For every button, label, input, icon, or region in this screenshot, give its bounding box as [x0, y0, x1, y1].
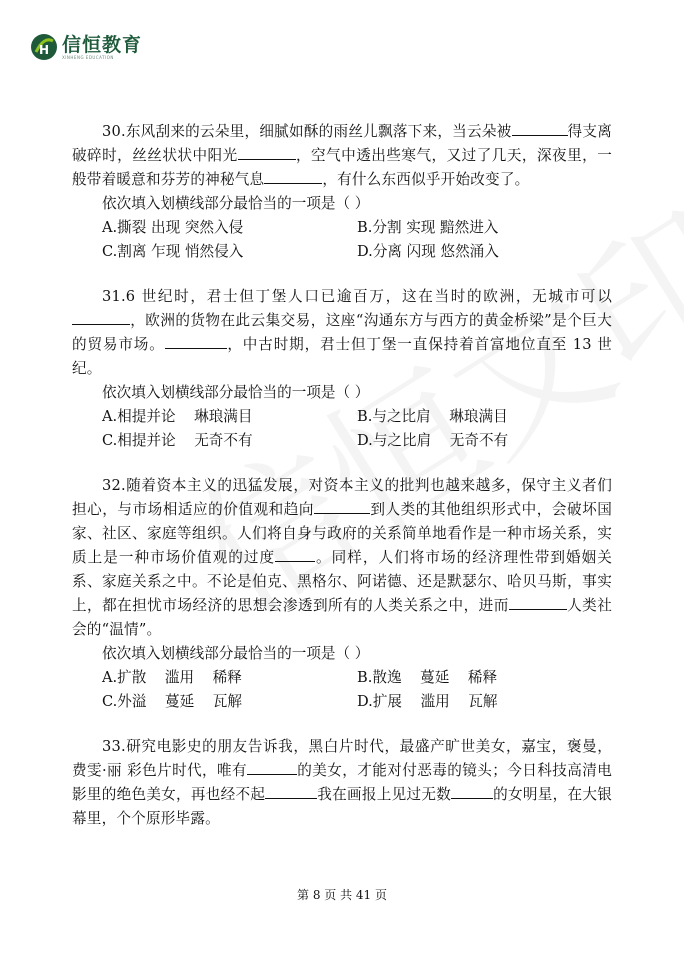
- stem-text: 30.东风刮来的云朵里，细腻如酥的雨丝儿飘落下来，当云朵被: [102, 123, 512, 140]
- stem-text: 得支离破碎时，丝丝状状中阳光: [72, 123, 612, 164]
- page-number-footer: 第 8 页 共 41 页: [297, 888, 387, 902]
- stem-text: 人类社会的“温情”。: [72, 597, 612, 638]
- stem-text: 32.随着资本主义的迅猛发展，对资本主义的批判也越来越多，保守主义者们担心，与市场相适应的价值观和趋向: [72, 477, 612, 518]
- question-list: [72, 120, 612, 852]
- fill-blank: [238, 145, 296, 160]
- stem-text: 31.6 世纪时，君士但丁堡人口已逾百万，这在当时的欧洲，无城市可以: [102, 288, 612, 305]
- option-row: [102, 240, 612, 264]
- answer-option-a: A.扩散 滥用 稀释: [102, 669, 242, 686]
- stem-text: 33.研究电影史的朋友告诉我，黑白片时代，最盛产旷世美女，嘉宝，褒曼，费雯·丽 彩色片时代，唯有: [72, 738, 612, 779]
- answer-option-a: A.相提并论 琳琅满目: [102, 408, 253, 425]
- fill-blank: [265, 784, 317, 799]
- question-stem: [72, 735, 612, 831]
- answer-option-c: C.相提并论 无奇不有: [102, 432, 253, 449]
- answer-option-b: B.分割 实现 黯然进入: [357, 219, 499, 236]
- answer-options: [72, 666, 612, 714]
- stem-text: ，中古时期，君士但丁堡一直保持着首富地位直至 13 世纪。: [72, 336, 613, 377]
- logo-mark-letter: H: [38, 43, 50, 57]
- answer-option-d: D.分离 闪现 悠然涌入: [357, 243, 499, 260]
- answer-option-d: D.与之比肩 无奇不有: [357, 432, 509, 449]
- question-q32: [72, 474, 612, 714]
- logo-name: 信恒教育: [62, 33, 143, 56]
- answer-option-c: C.外溢 蔓延 瓦解: [102, 693, 242, 710]
- answer-option-d: D.扩展 滥用 瓦解: [357, 693, 498, 710]
- option-row: [102, 666, 612, 690]
- fill-blank: [509, 595, 567, 610]
- stem-text: ，空气中透出些寒气，又过了几天，深夜里，一般带着暖意和芬芳的神秘气息: [72, 147, 612, 188]
- question-q33: [72, 735, 612, 831]
- option-row: [102, 216, 612, 240]
- question-q30: [72, 120, 612, 264]
- option-row: [102, 690, 612, 714]
- question-q31: [72, 285, 612, 453]
- question-prompt: 依次填入划横线部分最恰当的一项是（ ）: [102, 384, 370, 401]
- stem-text: 到人类的其他组织形式中，会破坏国家、社区、家庭等组织。人们将自身与政府的关系简单地看作是一种市场关系，实质上是一种市场价值观的过度: [72, 501, 612, 566]
- answer-options: [72, 405, 612, 453]
- stem-text: 的美女，才能对付恶毒的镜头；今日科技高清电影里的绝色美女，再也经不起: [72, 762, 612, 803]
- answer-options: [72, 216, 612, 264]
- fill-blank: [451, 784, 493, 799]
- option-row: [102, 429, 612, 453]
- fill-blank: [165, 334, 227, 349]
- question-prompt: 依次填入划横线部分最恰当的一项是（ ）: [102, 645, 370, 662]
- question-stem: [72, 285, 612, 381]
- question-stem: [72, 474, 612, 642]
- stem-text: ，欧洲的货物在此云集交易，这座“沟通东方与西方的黄金桥梁”是个巨大的贸易市场。: [72, 312, 612, 353]
- fill-blank: [72, 310, 130, 325]
- answer-option-a: A.撕裂 出现 突然入侵: [102, 219, 244, 236]
- stem-text: 。同样，人们将市场的经济理性带到婚姻关系、家庭关系之中。不论是伯克、黑格尔、阿诺德、还是默瑟尔、哈贝马斯，事实上，都在担忧市场经济的思想会渗透到所有的人类关系之中，进而: [72, 549, 612, 614]
- stem-text: 的女明星，在大银幕里，个个原形毕露。: [72, 786, 612, 827]
- fill-blank: [512, 121, 568, 136]
- fill-blank: [247, 760, 297, 775]
- stem-text: 我在画报上见过无数: [317, 786, 452, 803]
- stem-text: ，有什么东西似乎开始改变了。: [322, 171, 530, 188]
- question-stem: [72, 120, 612, 192]
- answer-option-b: B.散逸 蔓延 稀释: [357, 669, 498, 686]
- fill-blank: [275, 547, 315, 562]
- logo-subtitle: XINHENG EDUCATION: [62, 54, 114, 60]
- answer-option-b: B.与之比肩 琳琅满目: [357, 408, 508, 425]
- fill-blank: [264, 169, 322, 184]
- answer-option-c: C.割离 乍现 悄然侵入: [102, 243, 244, 260]
- fill-blank: [314, 499, 370, 514]
- logo-mark-icon: [30, 33, 58, 61]
- brand-logo: [30, 33, 142, 61]
- question-prompt: 依次填入划横线部分最恰当的一项是（ ）: [102, 195, 370, 212]
- option-row: [102, 405, 612, 429]
